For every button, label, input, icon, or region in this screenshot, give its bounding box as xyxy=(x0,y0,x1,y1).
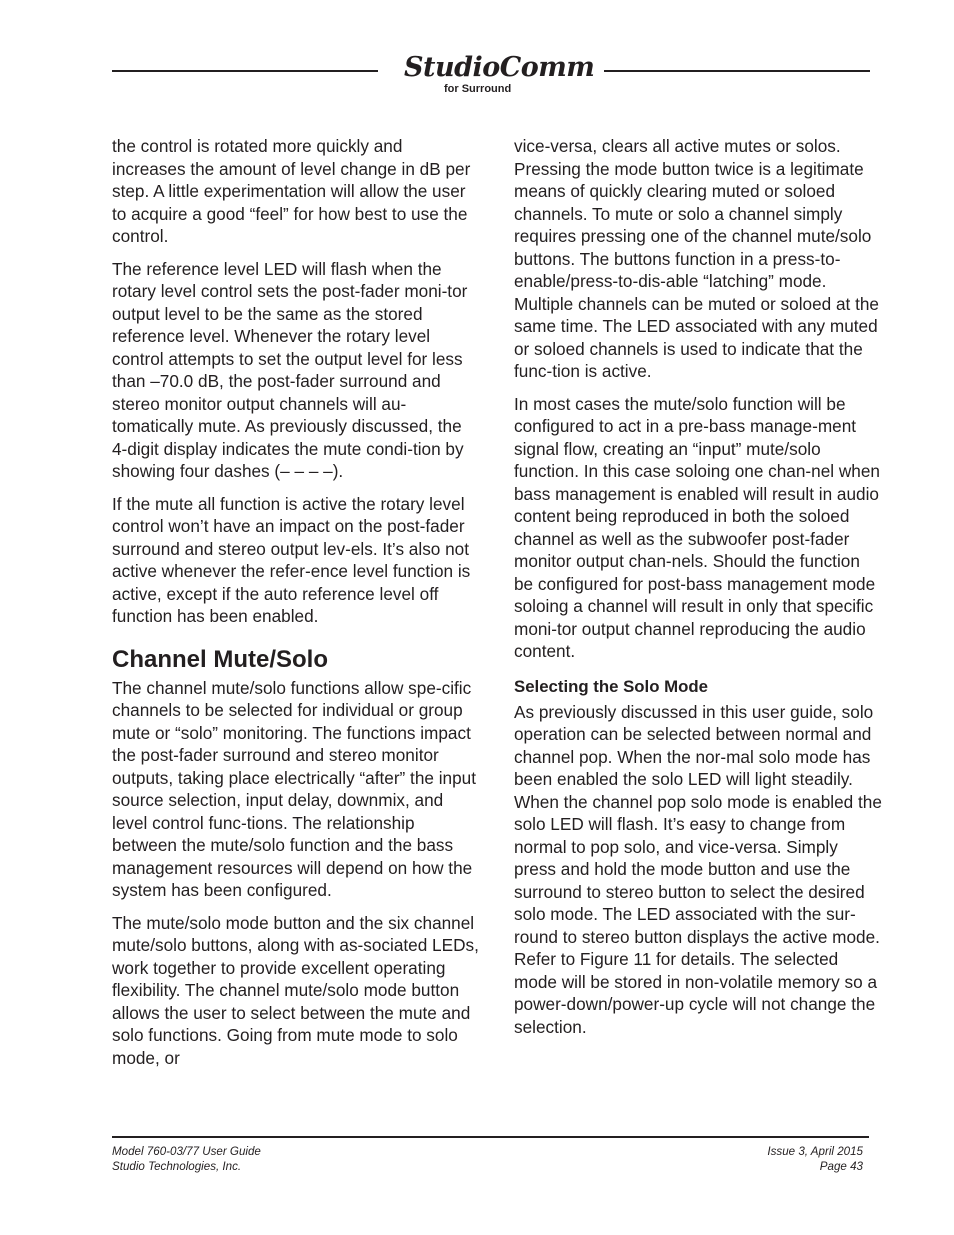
section-heading: Channel Mute/Solo xyxy=(112,645,328,673)
subsection-heading: Selecting the Solo Mode xyxy=(514,676,708,696)
paragraph: The channel mute/solo functions allow spe-cific channels to be selected for individual or group mute or “solo” monitoring. The functions impact the post-fader surround and stereo monitor outputs, taking place electrically “after” the input source selection, input delay, downmix, and level control func-tions. The relationship between the mute/solo function and the bass management resources will depend on how the system has been configured. xyxy=(112,677,476,900)
paragraph: If the mute all function is active the rotary level control won’t have an impact on the post-fader surround and stereo output lev-els. It’s also not active whenever the refer-ence level function is active, except if the auto reference level off function has been enabled. xyxy=(112,493,471,626)
paragraph: the control is rotated more quickly and increases the amount of level change in dB per step. A little experimentation will allow the user to acquire a good “feel” for how best to use the control. xyxy=(112,136,471,246)
header-rule-left xyxy=(112,70,378,72)
studiocomm-logo xyxy=(404,52,595,100)
footer-left xyxy=(112,1144,261,1174)
footer-issue: Issue 3, April 2015 xyxy=(767,1145,863,1158)
footer-rule xyxy=(112,1136,869,1138)
logo-subtitle: for Surround xyxy=(444,83,512,95)
paragraph: As previously discussed in this user guide, solo operation can be selected between normal and channel pop. When the nor-mal solo mode has been enabled the solo LED will light steadily. When the channel pop solo mode is enabled the solo LED will flash. It’s easy to change from normal to pop solo, and vice-versa. Simply press and hold the mode button and use the surround to stereo button to select the desired solo mode. The LED associated with the sur-round to stereo button displays the active mode. Refer to Figure 11 for details. The selected mode will be stored in non-volatile memory so a power-down/power-up cycle will not change the selection. xyxy=(514,701,882,1037)
paragraph: In most cases the mute/solo function will be configured to act in a pre-bass manage-ment signal flow, creating an “input” mute/solo function. In this case soloing one chan-nel when bass management is enabled will result in audio content being reproduced in both the soloed channel as well as the subwoofer post-fader monitor output chan-nels. Should the function be configured for post-bass management mode soloing a channel will result in only that specific moni-tor output channel reproducing the audio content. xyxy=(514,393,880,661)
footer-model: Model 760-03/77 User Guide xyxy=(112,1145,261,1158)
header-rule-right xyxy=(604,70,870,72)
footer-right xyxy=(767,1144,863,1174)
footer-company: Studio Technologies, Inc. xyxy=(112,1160,242,1173)
footer-page-number: Page 43 xyxy=(819,1160,863,1173)
paragraph: vice-versa, clears all active mutes or solos. Pressing the mode button twice is a legitimate means of quickly clearing muted or soloed channels. To mute or solo a channel simply requires pressing one of the channel mute/solo buttons. The buttons function in a press-to-enable/press-to-dis-able “latching” mode. Multiple channels can be muted or soloed at the same time. The LED associated with any muted or soloed channels is used to indicate that the func-tion is active. xyxy=(514,136,879,381)
left-column xyxy=(112,135,480,1079)
paragraph: The mute/solo mode button and the six channel mute/solo buttons, along with as-sociated LEDs, work together to provide excellent operating flexibility. The channel mute/solo mode button allows the user to select between the mute and solo functions. Going from mute mode to solo mode, or xyxy=(112,912,479,1068)
paragraph: The reference level LED will flash when the rotary level control sets the post-fader moni-tor output level to be the same as the stored reference level. Whenever the rotary level control attempts to set the output level for less than –70.0 dB, the post-fader surround and stereo monitor output channels will au-tomatically mute. As previously discussed, the 4-digit display indicates the mute condi-tion by showing four dashes (– – – –). xyxy=(112,258,468,481)
right-column xyxy=(514,135,882,1048)
logo-script-text: StudioComm xyxy=(404,52,595,83)
